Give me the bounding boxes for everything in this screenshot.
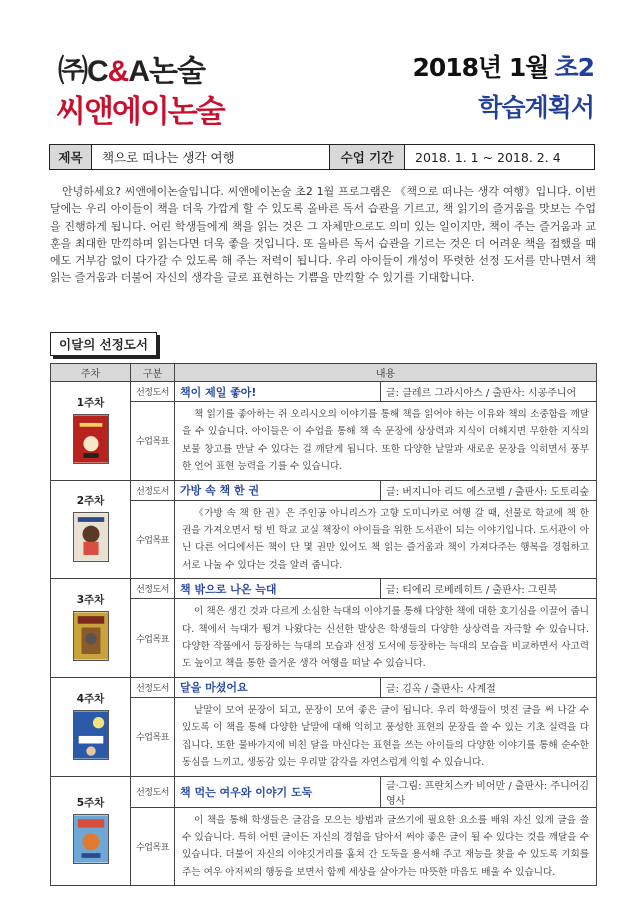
book-kind-label: 선정도서	[131, 382, 175, 402]
company-logo-top: ㈜C&A논술	[58, 55, 205, 88]
goal-kind-label: 수업목표	[131, 500, 175, 579]
lesson-goal-text: 낱말이 모여 문장이 되고, 문장이 모여 좋은 글이 됩니다. 우리 학생들이 멋진 글을 써 나갈 수 있도록 이 책을 통해 다양한 낱말에 대해 익히고 풍성한 표현의 문장을 쓸 수 있는 기초 실력을 다집니다. 또한 물바가지에 비친 달을 마신다는 표현을 쓰는 아이들의 다양한 이야기를 통해 순수한 동심을 느끼고, 생동감 있는 우리말 감각을 자연스럽게 익힐 수 있습니다.	[175, 697, 597, 776]
book-row	[51, 382, 597, 402]
goal-row	[51, 807, 597, 886]
week-cell	[51, 776, 131, 886]
header-kind: 구분	[131, 364, 175, 382]
goal-kind-label: 수업목표	[131, 697, 175, 776]
week-cell	[51, 579, 131, 678]
plan-date	[412, 48, 594, 84]
book-publisher: 글: 클레르 그라시아스 / 출판사: 시공주니어	[381, 382, 597, 402]
week-label: 2주차	[76, 495, 105, 508]
subject-label: 제목	[50, 145, 92, 169]
book-title: 책 먹는 여우와 이야기 도둑	[175, 776, 381, 807]
book-kind-label: 선정도서	[131, 776, 175, 807]
goal-kind-label: 수업목표	[131, 807, 175, 886]
goal-row	[51, 500, 597, 579]
book-publisher: 글: 버지니아 리드 에스코벨 / 출판사: 도토리숲	[381, 480, 597, 500]
book-kind-label: 선정도서	[131, 677, 175, 697]
week-cell	[51, 480, 131, 579]
logo-ampersand: &	[107, 55, 129, 88]
book-publisher: 글·그림: 프란치스카 비어만 / 출판사: 주니어김영사	[381, 776, 597, 807]
header-week: 주차	[51, 364, 131, 382]
book-row	[51, 480, 597, 500]
book-kind-label: 선정도서	[131, 480, 175, 500]
table-header-row	[51, 364, 597, 382]
book-publisher: 글: 김옥 / 출판사: 사계절	[381, 677, 597, 697]
header-content: 내용	[175, 364, 597, 382]
week-label: 5주차	[76, 796, 105, 809]
book-row	[51, 776, 597, 807]
goal-row	[51, 697, 597, 776]
period-value: 2018. 1. 1 ~ 2018. 2. 4	[415, 149, 561, 165]
book-row	[51, 579, 597, 599]
book-row	[51, 677, 597, 697]
goal-row	[51, 402, 597, 481]
info-bar	[49, 144, 595, 170]
plan-grade: 초2	[554, 53, 594, 82]
book-publisher: 글: 티에리 로베레히트 / 출판사: 그린북	[381, 579, 597, 599]
book-cover-image	[73, 611, 109, 661]
goal-kind-label: 수업목표	[131, 402, 175, 481]
week-label: 1주차	[76, 396, 105, 409]
section-title: 이달의 선정도서	[50, 332, 157, 356]
book-cover-image	[73, 414, 109, 464]
book-title: 달을 마셨어요	[175, 677, 381, 697]
page-title: 학습계획서	[478, 93, 594, 122]
book-title: 가방 속 책 한 권	[175, 480, 381, 500]
book-table	[50, 363, 597, 886]
book-title: 책 밖으로 나온 늑대	[175, 579, 381, 599]
week-cell	[51, 382, 131, 481]
book-cover-image	[73, 710, 109, 760]
book-cover-image	[73, 512, 109, 562]
lesson-goal-text: 이 책은 생긴 것과 다르게 소심한 늑대의 이야기를 통해 다양한 책에 대한 호기심을 이끌어 줍니다. 책에서 늑대가 튕겨 나왔다는 신선한 발상은 학생들의 다양한 상상력을 자극할 수 있습니다. 다양한 작품에서 등장하는 늑대의 모습과 선정 도서에 등장하는 늑대의 모습을 비교하면서 사고력도 높이고 책을 통한 즐거운 생각 여행을 떠날 수 있습니다.	[175, 599, 597, 678]
company-logo-korean: 씨앤에이논술	[56, 94, 224, 130]
week-cell	[51, 677, 131, 776]
period-label: 수업 기간	[330, 145, 405, 169]
book-title: 책이 제일 좋아!	[175, 382, 381, 402]
goal-kind-label: 수업목표	[131, 599, 175, 678]
intro-paragraph: 안녕하세요? 씨앤에이논술입니다. 씨앤에이논술 초2 1월 프로그램은 《책으로 떠나는 생각 여행》입니다. 이번 달에는 우리 아이들이 책을 더욱 가깝게 할 수 있도록 올바른 독서 습관을 기르고, 책 읽기의 즐거움을 맛보는 수업을 진행하게 됩니다. 어린 학생들에게 책을 읽는 것은 그 자체만으로도 의미 있는 일이지만, 책이 주는 즐거움과 교훈을 최대한 만끽하며 읽는다면 더욱 좋을 것입니다. 또 올바른 독서 습관을 기르는 것은 더 어려운 책을 접했을 때에도 거부감 없이 다가갈 수 있도록 해 주는 저력이 됩니다. 우리 아이들이 개성이 뚜렷한 선정 도서를 만나면서 책 읽는 즐거움과 더불어 자신의 생각을 글로 표현하는 기쁨을 만끽할 수 있기를 기대합니다.	[50, 185, 596, 285]
lesson-goal-text: 《가방 속 책 한 권》은 주인공 아니리스가 고향 도미니카로 여행 갈 때, 선물로 학교에 책 한 권을 가져오면서 텅 빈 학교 교실 책장이 아이들을 위한 도서관이 되는 이야기입니다. 도서관이 아닌 다른 어디에서든 책이 단 몇 권만 있어도 책 읽는 즐거움과 책이 가져다주는 행복을 경험하고 서로 나눌 수 있다는 것을 알려 줍니다.	[175, 500, 597, 579]
book-kind-label: 선정도서	[131, 579, 175, 599]
goal-row	[51, 599, 597, 678]
lesson-goal-text: 책 읽기를 좋아하는 쥐 오리시오의 이야기를 통해 책을 읽어야 하는 이유와 책의 소중함을 깨달을 수 있습니다. 아이들은 이 수업을 통해 책 속 문장에 상상력과 지식이 더해지면 무한한 지식의 보물 창고를 만날 수 있다는 걸 깨닫게 됩니다. 또한 다양한 낱말과 새로운 문장을 익히면서 풍부한 언어 표현 능력을 기를 수 있습니다.	[175, 402, 597, 481]
lesson-goal-text: 이 책을 통해 학생들은 글감을 모으는 방법과 글쓰기에 필요한 요소를 배워 자신 있게 글을 쓸 수 있습니다. 특히 어떤 글이든 자신의 경험을 담아서 써야 좋은 글이 될 수 있다는 것을 깨달을 수 있습니다. 더불어 자신의 이야깃거리를 훔쳐 간 도둑을 용서해 주고 재능을 찾을 수 있도록 기회를 주는 여우 아저씨의 행동을 보면서 함께 세상을 살아가는 따뜻한 마음도 배울 수 있습니다.	[175, 807, 597, 886]
week-label: 3주차	[76, 594, 105, 607]
plan-month: 2018년 1월	[412, 53, 549, 82]
week-label: 4주차	[76, 692, 105, 705]
subject-value: 책으로 떠나는 생각 여행	[92, 145, 330, 169]
book-cover-image	[73, 814, 109, 864]
